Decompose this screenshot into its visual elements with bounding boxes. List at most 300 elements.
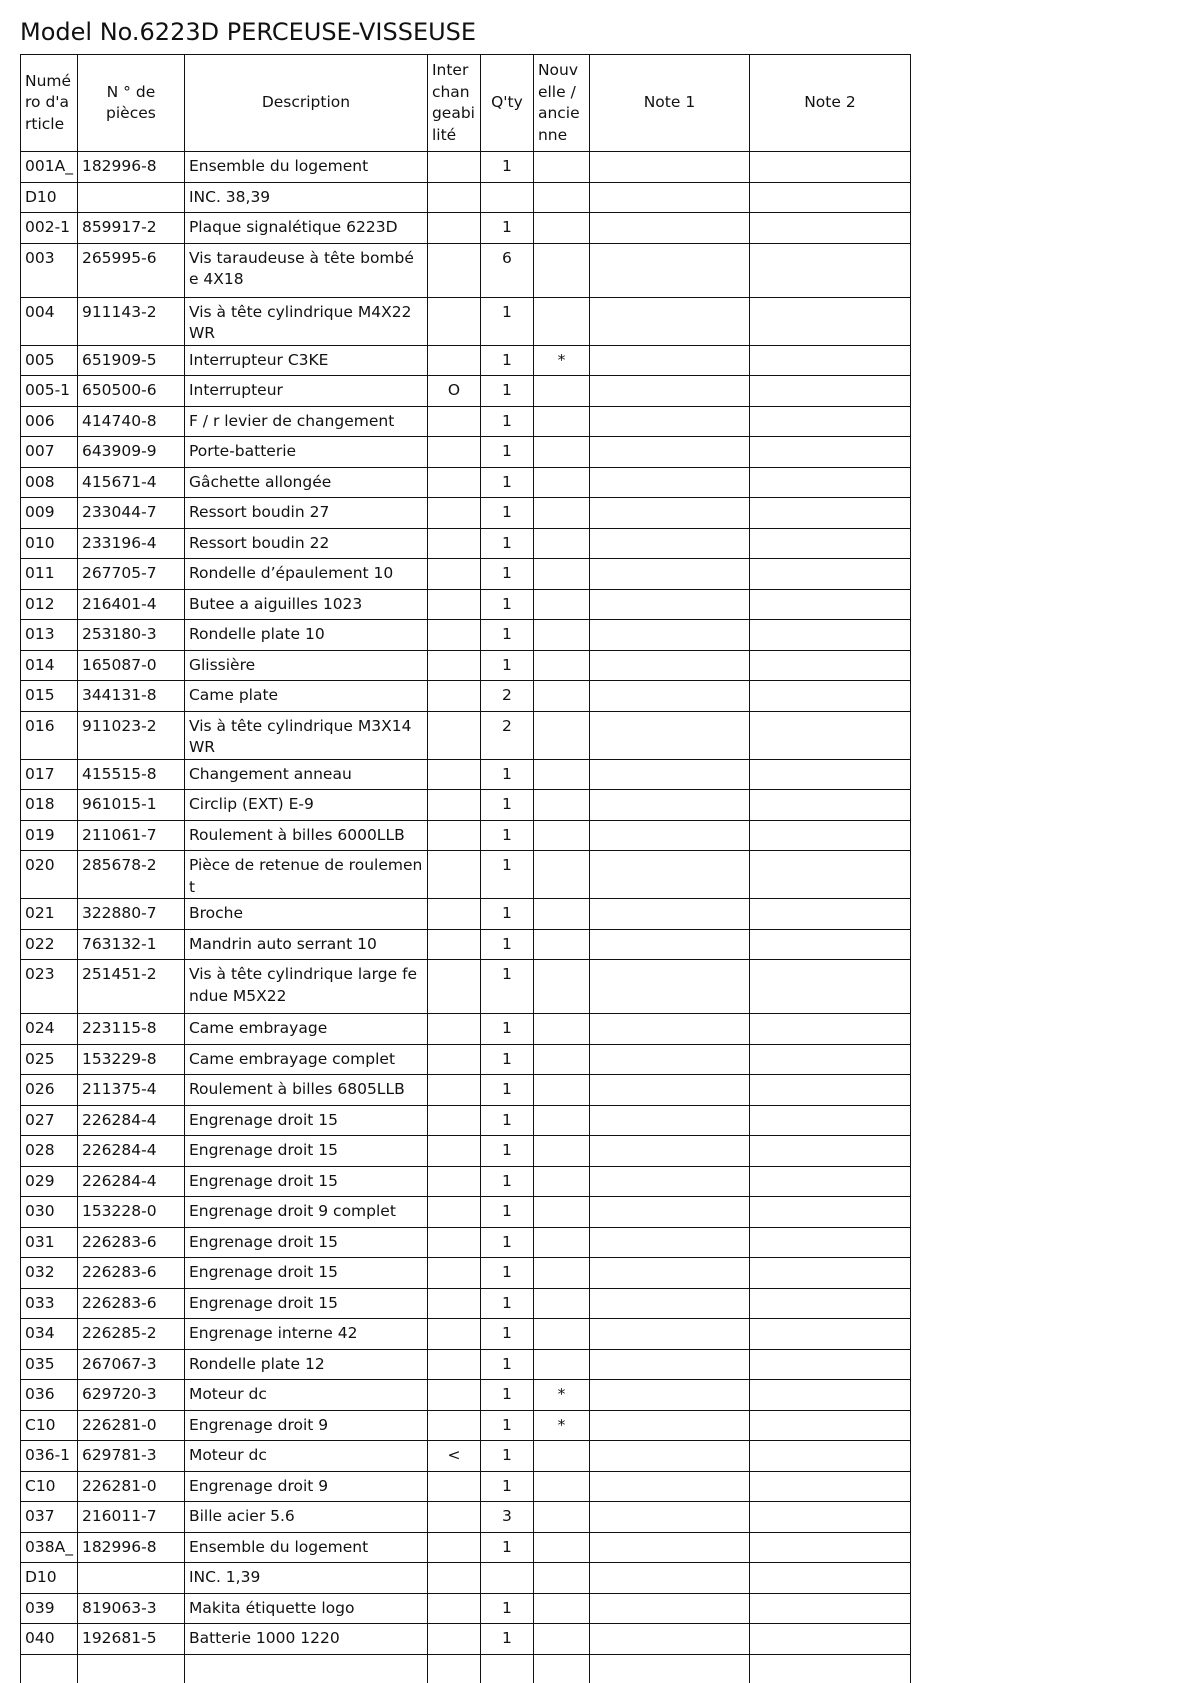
interchangeability-cell bbox=[427, 345, 480, 376]
part-number-cell: 650500-6 bbox=[77, 376, 184, 407]
table-row bbox=[21, 759, 911, 790]
note-2-cell bbox=[749, 243, 910, 297]
table-row bbox=[21, 1227, 911, 1258]
table-row bbox=[21, 851, 911, 899]
note-2-cell bbox=[749, 406, 910, 437]
table-row bbox=[21, 1502, 911, 1533]
description-cell: Makita étiquette logo bbox=[184, 1593, 427, 1624]
header-note-1: Note 1 bbox=[589, 55, 749, 152]
table-row bbox=[21, 498, 911, 529]
item-number-cell: 040 bbox=[21, 1624, 78, 1655]
note-2-cell bbox=[749, 1563, 910, 1594]
description-cell: Pièce de retenue de roulement bbox=[184, 851, 427, 899]
table-row bbox=[21, 1105, 911, 1136]
item-number-cell: D10 bbox=[21, 1563, 78, 1594]
note-2-cell bbox=[749, 498, 910, 529]
note-1-cell bbox=[589, 1593, 749, 1624]
note-1-cell bbox=[589, 1166, 749, 1197]
qty-cell: 1 bbox=[480, 498, 533, 529]
interchangeability-cell bbox=[427, 1166, 480, 1197]
parts-table bbox=[20, 54, 911, 1683]
header-note-2: Note 2 bbox=[749, 55, 910, 152]
table-row bbox=[21, 1593, 911, 1624]
description-cell: Mandrin auto serrant 10 bbox=[184, 929, 427, 960]
item-number-cell: 020 bbox=[21, 851, 78, 899]
table-row bbox=[21, 152, 911, 183]
part-number-cell: 192681-5 bbox=[77, 1624, 184, 1655]
part-number-cell: 182996-8 bbox=[77, 152, 184, 183]
qty-cell: 2 bbox=[480, 711, 533, 759]
note-2-cell bbox=[749, 759, 910, 790]
note-1-cell bbox=[589, 528, 749, 559]
interchangeability-cell bbox=[427, 1197, 480, 1228]
note-2-cell bbox=[749, 1319, 910, 1350]
part-number-cell: 223115-8 bbox=[77, 1014, 184, 1045]
interchangeability-cell bbox=[427, 1105, 480, 1136]
note-1-cell bbox=[589, 1502, 749, 1533]
description-cell: Changement anneau bbox=[184, 759, 427, 790]
table-row bbox=[21, 243, 911, 297]
item-number-cell: 008 bbox=[21, 467, 78, 498]
description-cell: Broche bbox=[184, 899, 427, 930]
new-old-cell bbox=[533, 1532, 589, 1563]
item-number-cell: 033 bbox=[21, 1288, 78, 1319]
note-2-cell bbox=[749, 559, 910, 590]
item-number-cell: 013 bbox=[21, 620, 78, 651]
table-row bbox=[21, 1197, 911, 1228]
item-number-cell: 014 bbox=[21, 650, 78, 681]
qty-cell: 1 bbox=[480, 1105, 533, 1136]
description-cell: Engrenage droit 15 bbox=[184, 1227, 427, 1258]
note-2-cell bbox=[749, 1593, 910, 1624]
header-interchangeability: Interchangeabilité bbox=[427, 55, 480, 152]
table-row bbox=[21, 899, 911, 930]
note-2-cell bbox=[749, 851, 910, 899]
qty-cell: 1 bbox=[480, 1593, 533, 1624]
note-1-cell bbox=[589, 437, 749, 468]
interchangeability-cell bbox=[427, 1380, 480, 1411]
note-2-cell bbox=[749, 528, 910, 559]
qty-cell bbox=[480, 1563, 533, 1594]
qty-cell: 1 bbox=[480, 559, 533, 590]
item-number-cell: 009 bbox=[21, 498, 78, 529]
item-number-cell: 024 bbox=[21, 1014, 78, 1045]
description-cell: Engrenage droit 9 complet bbox=[184, 1197, 427, 1228]
part-number-cell: 819063-3 bbox=[77, 1593, 184, 1624]
note-2-cell bbox=[749, 1441, 910, 1472]
interchangeability-cell bbox=[427, 960, 480, 1014]
note-1-cell bbox=[589, 1197, 749, 1228]
description-cell: Came plate bbox=[184, 681, 427, 712]
description-cell: INC. 1,39 bbox=[184, 1563, 427, 1594]
qty-cell: 1 bbox=[480, 1349, 533, 1380]
part-number-cell: 165087-0 bbox=[77, 650, 184, 681]
qty-cell: 2 bbox=[480, 681, 533, 712]
note-1-cell bbox=[589, 1624, 749, 1655]
header-part-number: N ° de pièces bbox=[77, 55, 184, 152]
new-old-cell bbox=[533, 1502, 589, 1533]
table-row bbox=[21, 1075, 911, 1106]
note-1-cell bbox=[589, 1105, 749, 1136]
note-1-cell bbox=[589, 1563, 749, 1594]
description-cell: Rondelle d’épaulement 10 bbox=[184, 559, 427, 590]
qty-cell: 1 bbox=[480, 437, 533, 468]
new-old-cell bbox=[533, 1014, 589, 1045]
item-number-cell: 015 bbox=[21, 681, 78, 712]
note-2-cell bbox=[749, 790, 910, 821]
interchangeability-cell bbox=[427, 297, 480, 345]
table-row bbox=[21, 1563, 911, 1594]
new-old-cell bbox=[533, 589, 589, 620]
interchangeability-cell bbox=[427, 559, 480, 590]
interchangeability-cell bbox=[427, 1288, 480, 1319]
note-1-cell bbox=[589, 1258, 749, 1289]
item-number-cell: 025 bbox=[21, 1044, 78, 1075]
item-number-cell: 028 bbox=[21, 1136, 78, 1167]
new-old-cell bbox=[533, 1654, 589, 1683]
qty-cell: 1 bbox=[480, 152, 533, 183]
item-number-cell: 037 bbox=[21, 1502, 78, 1533]
new-old-cell bbox=[533, 1471, 589, 1502]
qty-cell: 1 bbox=[480, 589, 533, 620]
item-number-cell: 029 bbox=[21, 1166, 78, 1197]
part-number-cell: 226285-2 bbox=[77, 1319, 184, 1350]
qty-cell: 1 bbox=[480, 1044, 533, 1075]
part-number-cell: 651909-5 bbox=[77, 345, 184, 376]
item-number-cell: 016 bbox=[21, 711, 78, 759]
new-old-cell bbox=[533, 467, 589, 498]
part-number-cell: 322880-7 bbox=[77, 899, 184, 930]
part-number-cell: 267067-3 bbox=[77, 1349, 184, 1380]
qty-cell: 1 bbox=[480, 1380, 533, 1411]
note-2-cell bbox=[749, 1197, 910, 1228]
table-row bbox=[21, 790, 911, 821]
item-number-cell: 002-1 bbox=[21, 213, 78, 244]
new-old-cell bbox=[533, 1258, 589, 1289]
table-row bbox=[21, 1136, 911, 1167]
part-number-cell: 153229-8 bbox=[77, 1044, 184, 1075]
note-1-cell bbox=[589, 1471, 749, 1502]
description-cell: Circlip (EXT) E-9 bbox=[184, 790, 427, 821]
new-old-cell bbox=[533, 1197, 589, 1228]
interchangeability-cell bbox=[427, 498, 480, 529]
part-number-cell: 216401-4 bbox=[77, 589, 184, 620]
qty-cell: 6 bbox=[480, 243, 533, 297]
item-number-cell: 011 bbox=[21, 559, 78, 590]
table-row bbox=[21, 820, 911, 851]
qty-cell: 1 bbox=[480, 1471, 533, 1502]
interchangeability-cell bbox=[427, 467, 480, 498]
interchangeability-cell bbox=[427, 152, 480, 183]
note-2-cell bbox=[749, 1166, 910, 1197]
part-number-cell: 233044-7 bbox=[77, 498, 184, 529]
description-cell: Butee a aiguilles 1023 bbox=[184, 589, 427, 620]
description-cell: Ressort boudin 27 bbox=[184, 498, 427, 529]
new-old-cell bbox=[533, 1075, 589, 1106]
qty-cell: 1 bbox=[480, 376, 533, 407]
qty-cell: 1 bbox=[480, 213, 533, 244]
interchangeability-cell bbox=[427, 1136, 480, 1167]
table-row bbox=[21, 1288, 911, 1319]
qty-cell: 1 bbox=[480, 1410, 533, 1441]
description-cell: Porte-batterie bbox=[184, 437, 427, 468]
note-2-cell bbox=[749, 1227, 910, 1258]
note-1-cell bbox=[589, 759, 749, 790]
description-cell: Glissière bbox=[184, 650, 427, 681]
interchangeability-cell bbox=[427, 1563, 480, 1594]
note-1-cell bbox=[589, 406, 749, 437]
table-row bbox=[21, 1258, 911, 1289]
description-cell: Engrenage droit 9 bbox=[184, 1471, 427, 1502]
interchangeability-cell bbox=[427, 711, 480, 759]
interchangeability-cell bbox=[427, 851, 480, 899]
description-cell: Gâchette allongée bbox=[184, 467, 427, 498]
description-cell: Vis à tête cylindrique large fendue M5X22 bbox=[184, 960, 427, 1014]
qty-cell: 1 bbox=[480, 650, 533, 681]
interchangeability-cell bbox=[427, 182, 480, 213]
part-number-cell: 285678-2 bbox=[77, 851, 184, 899]
header-description: Description bbox=[184, 55, 427, 152]
item-number-cell: 012 bbox=[21, 589, 78, 620]
interchangeability-cell bbox=[427, 1502, 480, 1533]
note-2-cell bbox=[749, 589, 910, 620]
table-row bbox=[21, 528, 911, 559]
qty-cell: 1 bbox=[480, 1441, 533, 1472]
description-cell: Moteur dc bbox=[184, 1441, 427, 1472]
note-1-cell bbox=[589, 1654, 749, 1683]
interchangeability-cell bbox=[427, 1075, 480, 1106]
note-2-cell bbox=[749, 1624, 910, 1655]
item-number-cell: 005 bbox=[21, 345, 78, 376]
part-number-cell: 211061-7 bbox=[77, 820, 184, 851]
part-number-cell: 226283-6 bbox=[77, 1227, 184, 1258]
note-1-cell bbox=[589, 182, 749, 213]
item-number-cell: 036-1 bbox=[21, 1441, 78, 1472]
table-row bbox=[21, 681, 911, 712]
new-old-cell bbox=[533, 1227, 589, 1258]
note-1-cell bbox=[589, 213, 749, 244]
qty-cell: 1 bbox=[480, 851, 533, 899]
item-number-cell: 006 bbox=[21, 406, 78, 437]
description-cell: Came embrayage complet bbox=[184, 1044, 427, 1075]
interchangeability-cell bbox=[427, 213, 480, 244]
note-1-cell bbox=[589, 1075, 749, 1106]
description-cell: Ressort boudin 22 bbox=[184, 528, 427, 559]
new-old-cell bbox=[533, 528, 589, 559]
note-2-cell bbox=[749, 1075, 910, 1106]
part-number-cell: 629781-3 bbox=[77, 1441, 184, 1472]
table-row bbox=[21, 1410, 911, 1441]
interchangeability-cell bbox=[427, 1319, 480, 1350]
note-2-cell bbox=[749, 437, 910, 468]
item-number-cell: 022 bbox=[21, 929, 78, 960]
table-row bbox=[21, 711, 911, 759]
new-old-cell bbox=[533, 620, 589, 651]
description-cell: Engrenage droit 15 bbox=[184, 1166, 427, 1197]
item-number-cell: 021 bbox=[21, 899, 78, 930]
description-cell: F / r levier de changement bbox=[184, 406, 427, 437]
qty-cell: 1 bbox=[480, 1624, 533, 1655]
note-1-cell bbox=[589, 650, 749, 681]
note-1-cell bbox=[589, 1288, 749, 1319]
part-number-cell: 629720-3 bbox=[77, 1380, 184, 1411]
header-row bbox=[21, 55, 911, 152]
part-number-cell: 415671-4 bbox=[77, 467, 184, 498]
interchangeability-cell bbox=[427, 620, 480, 651]
qty-cell: 1 bbox=[480, 1166, 533, 1197]
part-number-cell: 226281-0 bbox=[77, 1410, 184, 1441]
qty-cell bbox=[480, 182, 533, 213]
new-old-cell: * bbox=[533, 345, 589, 376]
note-2-cell bbox=[749, 1410, 910, 1441]
note-1-cell bbox=[589, 345, 749, 376]
description-cell: Engrenage droit 15 bbox=[184, 1288, 427, 1319]
item-number-cell: 034 bbox=[21, 1319, 78, 1350]
table-row bbox=[21, 1624, 911, 1655]
table-row bbox=[21, 1319, 911, 1350]
description-cell: Engrenage droit 15 bbox=[184, 1136, 427, 1167]
description-cell: Moteur dc bbox=[184, 1380, 427, 1411]
new-old-cell: * bbox=[533, 1380, 589, 1411]
note-1-cell bbox=[589, 1319, 749, 1350]
note-1-cell bbox=[589, 376, 749, 407]
header-item-number: Numéro d'article bbox=[21, 55, 78, 152]
part-number-cell: 226284-4 bbox=[77, 1136, 184, 1167]
item-number-cell: 035 bbox=[21, 1349, 78, 1380]
item-number-cell: 003 bbox=[21, 243, 78, 297]
description-cell: Rondelle plate 12 bbox=[184, 1349, 427, 1380]
note-1-cell bbox=[589, 467, 749, 498]
description-cell: INC. 38,39 bbox=[184, 182, 427, 213]
table-row bbox=[21, 1166, 911, 1197]
header-new-old: Nouvelle / ancienne bbox=[533, 55, 589, 152]
interchangeability-cell bbox=[427, 437, 480, 468]
item-number-cell: 026 bbox=[21, 1075, 78, 1106]
table-row bbox=[21, 559, 911, 590]
item-number-cell bbox=[21, 1654, 78, 1683]
part-number-cell: 265995-6 bbox=[77, 243, 184, 297]
new-old-cell bbox=[533, 820, 589, 851]
interchangeability-cell bbox=[427, 1624, 480, 1655]
note-2-cell bbox=[749, 182, 910, 213]
new-old-cell bbox=[533, 243, 589, 297]
item-number-cell: D10 bbox=[21, 182, 78, 213]
interchangeability-cell bbox=[427, 790, 480, 821]
item-number-cell: 004 bbox=[21, 297, 78, 345]
note-1-cell bbox=[589, 1136, 749, 1167]
note-1-cell bbox=[589, 152, 749, 183]
qty-cell: 1 bbox=[480, 345, 533, 376]
note-2-cell bbox=[749, 1044, 910, 1075]
note-2-cell bbox=[749, 345, 910, 376]
note-1-cell bbox=[589, 1014, 749, 1045]
qty-cell: 1 bbox=[480, 929, 533, 960]
note-1-cell bbox=[589, 929, 749, 960]
item-number-cell: 019 bbox=[21, 820, 78, 851]
note-2-cell bbox=[749, 213, 910, 244]
new-old-cell bbox=[533, 790, 589, 821]
qty-cell: 1 bbox=[480, 406, 533, 437]
table-row bbox=[21, 345, 911, 376]
item-number-cell: 018 bbox=[21, 790, 78, 821]
part-number-cell bbox=[77, 1654, 184, 1683]
part-number-cell: 415515-8 bbox=[77, 759, 184, 790]
note-1-cell bbox=[589, 620, 749, 651]
description-cell: Vis à tête cylindrique M3X14 WR bbox=[184, 711, 427, 759]
description-cell: Roulement à billes 6805LLB bbox=[184, 1075, 427, 1106]
new-old-cell bbox=[533, 213, 589, 244]
note-2-cell bbox=[749, 1471, 910, 1502]
item-number-cell: 027 bbox=[21, 1105, 78, 1136]
interchangeability-cell bbox=[427, 1227, 480, 1258]
part-number-cell: 182996-8 bbox=[77, 1532, 184, 1563]
new-old-cell bbox=[533, 1441, 589, 1472]
qty-cell: 3 bbox=[480, 1502, 533, 1533]
new-old-cell bbox=[533, 1624, 589, 1655]
table-row bbox=[21, 437, 911, 468]
part-number-cell: 344131-8 bbox=[77, 681, 184, 712]
note-2-cell bbox=[749, 1014, 910, 1045]
interchangeability-cell bbox=[427, 681, 480, 712]
interchangeability-cell bbox=[427, 1014, 480, 1045]
part-number-cell: 153228-0 bbox=[77, 1197, 184, 1228]
qty-cell: 1 bbox=[480, 1319, 533, 1350]
qty-cell: 1 bbox=[480, 467, 533, 498]
note-2-cell bbox=[749, 899, 910, 930]
part-number-cell: 414740-8 bbox=[77, 406, 184, 437]
note-1-cell bbox=[589, 711, 749, 759]
interchangeability-cell bbox=[427, 820, 480, 851]
note-2-cell bbox=[749, 1532, 910, 1563]
new-old-cell bbox=[533, 1319, 589, 1350]
page-title: Model No.6223D PERCEUSE-VISSEUSE bbox=[20, 18, 477, 46]
qty-cell: 1 bbox=[480, 1197, 533, 1228]
interchangeability-cell bbox=[427, 650, 480, 681]
item-number-cell: C10 bbox=[21, 1410, 78, 1441]
header-qty: Q'ty bbox=[480, 55, 533, 152]
qty-cell: 1 bbox=[480, 960, 533, 1014]
new-old-cell bbox=[533, 152, 589, 183]
qty-cell: 1 bbox=[480, 1014, 533, 1045]
interchangeability-cell bbox=[427, 1410, 480, 1441]
note-2-cell bbox=[749, 1258, 910, 1289]
part-number-cell bbox=[77, 1563, 184, 1594]
note-2-cell bbox=[749, 681, 910, 712]
interchangeability-cell bbox=[427, 1258, 480, 1289]
item-number-cell: 036 bbox=[21, 1380, 78, 1411]
note-2-cell bbox=[749, 650, 910, 681]
interchangeability-cell bbox=[427, 1349, 480, 1380]
note-1-cell bbox=[589, 1227, 749, 1258]
description-cell: Came embrayage bbox=[184, 1014, 427, 1045]
note-1-cell bbox=[589, 1532, 749, 1563]
note-2-cell bbox=[749, 1349, 910, 1380]
new-old-cell bbox=[533, 960, 589, 1014]
table-row bbox=[21, 650, 911, 681]
interchangeability-cell bbox=[427, 759, 480, 790]
note-1-cell bbox=[589, 960, 749, 1014]
qty-cell: 1 bbox=[480, 899, 533, 930]
qty-cell: 1 bbox=[480, 1532, 533, 1563]
item-number-cell: 007 bbox=[21, 437, 78, 468]
description-cell: Bille acier 5.6 bbox=[184, 1502, 427, 1533]
description-cell: Vis à tête cylindrique M4X22 WR bbox=[184, 297, 427, 345]
table-row bbox=[21, 297, 911, 345]
description-cell: Ensemble du logement bbox=[184, 152, 427, 183]
table-row bbox=[21, 1441, 911, 1472]
description-cell: Interrupteur bbox=[184, 376, 427, 407]
part-number-cell: 911023-2 bbox=[77, 711, 184, 759]
